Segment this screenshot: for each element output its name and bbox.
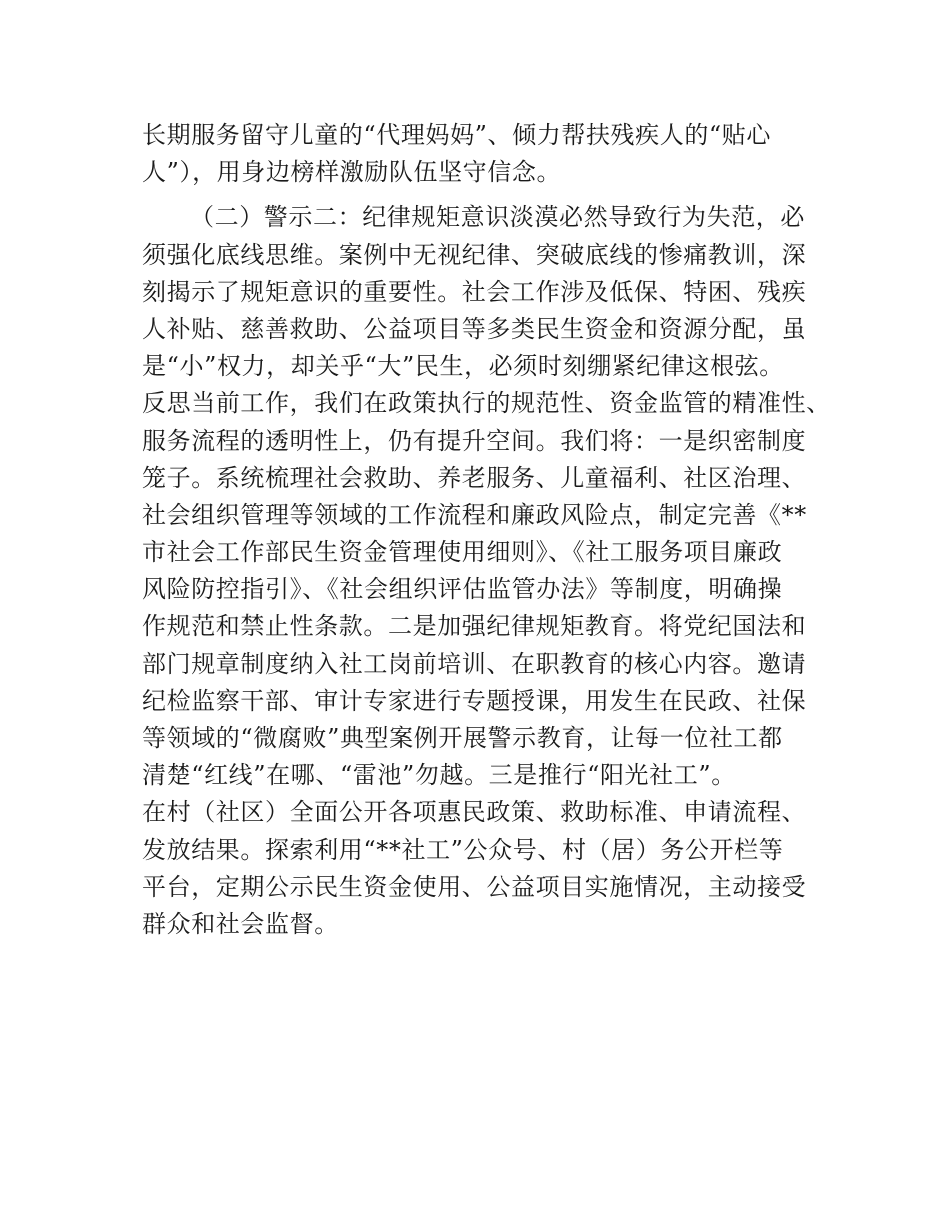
- text-line: 等领域的“微腐败”典型案例开展警示教育，让每一位社工都: [142, 724, 783, 752]
- text-line: 长期服务留守儿童的“代理妈妈”、倾力帮扶残疾人的“贴心: [142, 121, 772, 149]
- text-line: 刻揭示了规矩意识的重要性。社会工作涉及低保、特困、残疾: [142, 277, 807, 306]
- text-line: 纪检监察干部、审计专家进行专题授课，用发生在民政、社保: [142, 686, 807, 715]
- text-line: 在村（社区）全面公开各项惠民政策、救助标准、申请流程、: [142, 798, 807, 827]
- paragraph-warning-two: [142, 199, 832, 943]
- text-line: 服务流程的透明性上，仍有提升空间。我们将：一是织密制度: [142, 426, 807, 455]
- text-line: 平台，定期公示民生资金使用、公益项目实施情况，主动接受: [142, 872, 807, 901]
- paragraph-continuation: [142, 117, 832, 191]
- text-line: 群众和社会监督。: [142, 909, 339, 938]
- text-line: 社会组织管理等领域的工作流程和廉政风险点，制定完善《**: [142, 500, 807, 529]
- text-line: 反思当前工作，我们在政策执行的规范性、资金监管的精准性、: [142, 389, 831, 418]
- text-line: 是“小”权力，却关乎“大”民生，必须时刻绷紧纪律这根弦。: [142, 352, 784, 381]
- text-line: 发放结果。探索利用“**社工”公众号、村（居）务公开栏等: [142, 835, 784, 864]
- text-line: 部门规章制度纳入社工岗前培训、在职教育的核心内容。邀请: [142, 649, 807, 678]
- text-line: 人补贴、慈善救助、公益项目等多类民生资金和资源分配，虽: [142, 314, 807, 343]
- text-line: 风险防控指引》、《社会组织评估监管办法》等制度，明确操: [142, 575, 783, 604]
- paragraph-heading-line: （二）警示二：纪律规矩意识淡漠必然导致行为失范，必: [190, 203, 805, 232]
- text-line: 人”），用身边榜样激励队伍坚守信念。: [142, 158, 562, 187]
- text-line: 须强化底线思维。案例中无视纪律、突破底线的惨痛教训，深: [142, 240, 807, 269]
- text-line: 市社会工作部民生资金管理使用细则》、《社工服务项目廉政: [142, 538, 783, 567]
- text-line: 笼子。系统梳理社会救助、养老服务、儿童福利、社区治理、: [142, 463, 807, 492]
- text-line: 清楚“红线”在哪、“雷池”勿越。三是推行“阳光社工”。: [142, 761, 736, 790]
- text-line: 作规范和禁止性条款。二是加强纪律规矩教育。将党纪国法和: [142, 612, 807, 641]
- document-body: [142, 117, 832, 943]
